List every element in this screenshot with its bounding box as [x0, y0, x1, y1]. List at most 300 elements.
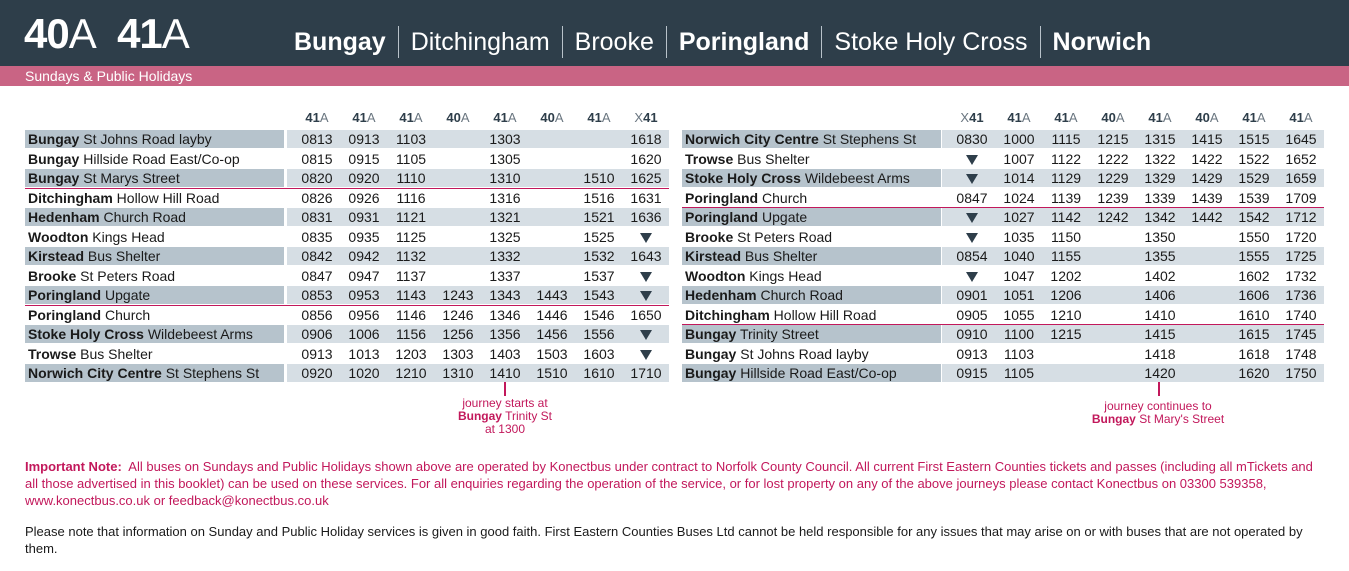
timetable-row: [25, 149, 669, 169]
stop-place: Woodton: [685, 267, 746, 284]
route-num: 41: [1054, 110, 1069, 125]
route-num: 41: [1289, 110, 1304, 125]
departure-time: 0913: [956, 345, 988, 362]
does-not-stop-icon: [622, 286, 670, 304]
departure-time: 1539: [1238, 189, 1270, 206]
important-text: All buses on Sundays and Public Holidays shown above are operated by Konectbus under contract to Norfolk County Council. All current First Eastern Counties tickets and passes (including all mTickets and all those advertised in this booklet) can be used on these services. For all enquiries regarding the operation of the service, or for lost property on any of the above journeys please contact Konectbus on 03300 539358, www.konectbus.co.uk or feedback@konectbus.co.uk: [25, 459, 1313, 508]
departure-time: 1315: [1144, 131, 1176, 147]
stop-place: Kirstead: [28, 248, 85, 264]
stop-name: [25, 247, 284, 265]
departure-time: 0842: [301, 248, 333, 264]
route-column-header: [995, 110, 1043, 125]
route-num: 40: [1101, 110, 1116, 125]
departure-time: 1143: [395, 287, 427, 303]
stop-place: Brooke: [28, 267, 77, 284]
departure-time: 1522: [1238, 150, 1270, 167]
stop-name: [682, 325, 941, 343]
departure-time: 1602: [1238, 267, 1270, 284]
route-suffix: A: [1256, 110, 1266, 125]
departure-time: 1555: [1238, 248, 1270, 264]
departure-time: 1443: [536, 287, 568, 303]
stop-name: [25, 286, 284, 304]
departure-time: 1709: [1285, 189, 1317, 206]
departure-time: 1343: [489, 287, 521, 303]
departure-time: 1137: [395, 267, 427, 284]
timetable-row: [25, 305, 669, 325]
stop-place: Hedenham: [28, 209, 100, 225]
route-num: 40: [540, 110, 555, 125]
stop-place: Ditchingham: [28, 189, 113, 206]
route-suffix: A: [413, 110, 423, 125]
departure-time: 1537: [583, 267, 615, 284]
departure-time: 1027: [1003, 209, 1035, 225]
departure-time: 1650: [630, 306, 662, 323]
departure-time: 1321: [489, 209, 521, 225]
departure-time: 1510: [536, 365, 568, 381]
departure-time: 0831: [301, 209, 333, 225]
departure-time: 0826: [301, 189, 333, 206]
stop-place: Bungay: [685, 326, 737, 342]
stop-name: [25, 130, 284, 148]
down-triangle-icon: [640, 330, 652, 340]
departure-time: 1516: [583, 189, 615, 206]
departure-time: 1129: [1050, 170, 1082, 186]
departure-time: 1712: [1285, 209, 1317, 225]
stop-name: [682, 364, 941, 382]
departure-time: 1620: [1238, 365, 1270, 381]
important-note: [25, 458, 1325, 509]
stop-place: Stoke Holy Cross: [28, 326, 144, 342]
route-column-header: [948, 110, 996, 125]
down-triangle-icon: [966, 155, 978, 165]
stop-name: [682, 286, 941, 304]
departure-time: 1142: [1050, 209, 1082, 225]
departure-time: 1146: [395, 306, 427, 323]
does-not-stop-icon: [622, 325, 670, 343]
left-timetable: [25, 108, 669, 383]
stop-detail: St Johns Road layby: [740, 345, 869, 362]
departure-time: 1418: [1144, 345, 1176, 362]
departure-time: 1310: [442, 365, 474, 381]
route-num: 41: [587, 110, 602, 125]
disclaimer: Please note that information on Sunday and Public Holiday services is given in good faith. First Eastern Counties Buses Ltd cannot be held responsible for any issues that may arise on or with buses that are not operated by them.: [25, 524, 1303, 556]
stop-name: [25, 306, 284, 324]
route-num: 41: [399, 110, 414, 125]
stop-detail: Kings Head: [749, 267, 822, 284]
departure-time: 0901: [956, 287, 988, 303]
route-suffix: A: [507, 110, 517, 125]
stop-place: Bungay: [685, 345, 737, 362]
departure-time: 1410: [489, 365, 521, 381]
stop-detail: Kings Head: [92, 228, 165, 245]
departure-time: 0906: [301, 326, 333, 342]
route-suffix: A: [1068, 110, 1078, 125]
does-not-stop-icon: [948, 169, 996, 187]
timetable-row: [25, 363, 669, 383]
departure-time: 0935: [348, 228, 380, 245]
stop-name: [682, 189, 941, 207]
route-column-header: [387, 110, 435, 125]
departure-time: 1310: [489, 170, 521, 186]
departure-time: 1040: [1003, 248, 1035, 264]
departure-time: 1329: [1144, 170, 1176, 186]
departure-time: 1115: [1051, 131, 1081, 147]
departure-time: 0915: [956, 365, 988, 381]
departure-time: 1645: [1285, 131, 1317, 147]
stop-name: [682, 345, 941, 363]
route-suffix: A: [1209, 110, 1219, 125]
departure-time: 1346: [489, 306, 521, 323]
stop-place: Trowse: [685, 150, 734, 167]
departure-time: 1206: [1050, 287, 1082, 303]
departure-time: 0854: [956, 248, 988, 264]
stop-name: [682, 169, 941, 187]
departure-time: 1529: [1238, 170, 1270, 186]
timetable-row: [682, 168, 1324, 188]
route-num: 41: [969, 110, 984, 125]
timetable-row: [25, 207, 669, 227]
departure-time: 1615: [1238, 326, 1270, 342]
departure-time: 1243: [442, 287, 474, 303]
route-column-header: [575, 110, 623, 125]
stop-place: Bungay: [28, 150, 80, 167]
departure-time: 0853: [301, 287, 333, 303]
timetable-row: [25, 344, 669, 364]
departure-time: 1725: [1285, 248, 1317, 264]
departure-time: 1410: [1144, 306, 1176, 323]
stop-detail: St Stephens St: [822, 131, 917, 147]
stop-detail: Hillside Road East/Co-op: [740, 365, 897, 381]
stop-name: [682, 228, 941, 246]
departure-time: 1606: [1238, 287, 1270, 303]
timetable-row: [682, 285, 1324, 305]
stop-detail: Church Road: [760, 287, 843, 303]
departure-time: 1332: [489, 248, 521, 264]
departure-time: 1305: [489, 150, 521, 167]
stop-detail: St Peters Road: [80, 267, 176, 284]
stop-detail: Bus Shelter: [87, 248, 161, 264]
departure-time: 0835: [301, 228, 333, 245]
town-ditchingham: Ditchingham: [398, 26, 562, 58]
departure-time: 1132: [395, 248, 427, 264]
route-column-header: [1277, 110, 1325, 125]
does-not-stop-icon: [622, 228, 670, 246]
departure-time: 1139: [1050, 189, 1082, 206]
route-num: 41: [1007, 110, 1022, 125]
departure-time: 1736: [1285, 287, 1317, 303]
stop-name: [25, 345, 284, 363]
departure-time: 1229: [1097, 170, 1129, 186]
route-suffix: A: [1021, 110, 1031, 125]
down-triangle-icon: [640, 272, 652, 282]
down-triangle-icon: [640, 233, 652, 243]
timetable-row: [682, 227, 1324, 247]
departure-time: 1542: [1238, 209, 1270, 225]
departure-time: 1202: [1050, 267, 1082, 284]
departure-time: 1110: [396, 170, 426, 186]
departure-time: 1103: [1003, 345, 1035, 362]
route-suffix: A: [366, 110, 376, 125]
departure-time: 1720: [1285, 228, 1317, 245]
departure-time: 0847: [956, 189, 988, 206]
departure-time: 1429: [1191, 170, 1223, 186]
departure-time: 1013: [348, 345, 380, 362]
departure-time: 1222: [1097, 150, 1129, 167]
stop-name: [25, 189, 284, 207]
town-brooke: Brooke: [562, 26, 666, 58]
stop-detail: Upgate: [762, 209, 808, 225]
stop-name: [682, 247, 941, 265]
down-triangle-icon: [640, 350, 652, 360]
stop-detail: Church: [762, 189, 808, 206]
stop-name: [682, 130, 941, 148]
departure-time: 1403: [489, 345, 521, 362]
timetable-row: [682, 266, 1324, 286]
departure-time: 1610: [1238, 306, 1270, 323]
route-column-header: [340, 110, 388, 125]
right-note-place: Bungay: [1091, 412, 1136, 426]
stop-name: [25, 325, 284, 343]
departure-time: 0905: [956, 306, 988, 323]
important-label: Important Note:: [25, 459, 122, 474]
departure-time: 1446: [536, 306, 568, 323]
departure-time: 1322: [1144, 150, 1176, 167]
stop-name: [25, 228, 284, 246]
stop-place: Poringland: [685, 189, 759, 206]
departure-time: 1150: [1050, 228, 1082, 245]
departure-time: 1710: [630, 365, 662, 381]
departure-time: 1047: [1003, 267, 1035, 284]
departure-time: 1420: [1144, 365, 1176, 381]
departure-time: 1239: [1097, 189, 1129, 206]
timetable-row: [25, 285, 669, 305]
stop-place: Norwich City Centre: [685, 131, 819, 147]
departure-time: 0920: [301, 365, 333, 381]
stop-detail: Hollow Hill Road: [116, 189, 220, 206]
town-stoke-holy-cross: Stoke Holy Cross: [821, 26, 1039, 58]
route-suffix: A: [319, 110, 329, 125]
does-not-stop-icon: [622, 345, 670, 363]
down-triangle-icon: [640, 291, 652, 301]
route-column-header: [1183, 110, 1231, 125]
departure-time: 1155: [1050, 248, 1082, 264]
route-suffix: A: [460, 110, 470, 125]
left-note-line: [504, 382, 506, 396]
timetable-row: [682, 344, 1324, 364]
stop-detail: Trinity Street: [739, 326, 819, 342]
departure-time: 1750: [1285, 365, 1317, 381]
timetable-row: [682, 363, 1324, 383]
column-header-row: [682, 108, 1324, 129]
departure-time: 1510: [583, 170, 615, 186]
town-bungay: Bungay: [294, 28, 386, 56]
stop-name: [25, 267, 284, 285]
timetable-row: [682, 324, 1324, 344]
stop-name: [682, 150, 941, 168]
departure-time: 1215: [1050, 326, 1082, 342]
town-list: [294, 26, 1163, 58]
departure-time: 0947: [348, 267, 380, 284]
right-note-line1: journey continues to: [1104, 399, 1212, 413]
timetable-row: [25, 129, 669, 149]
stop-name: [25, 150, 284, 168]
departure-time: 1521: [583, 209, 615, 225]
departure-time: 1024: [1003, 189, 1035, 206]
departure-time: 1303: [442, 345, 474, 362]
timetable-row: [25, 246, 669, 266]
departure-time: 1740: [1285, 306, 1317, 323]
header: [0, 0, 1349, 66]
down-triangle-icon: [966, 174, 978, 184]
stop-place: Norwich City Centre: [28, 365, 162, 381]
route-num: 41: [1242, 110, 1257, 125]
departure-time: 1203: [395, 345, 427, 362]
left-note-line3: at 1300: [484, 422, 526, 436]
departure-time: 1055: [1003, 306, 1035, 323]
departure-time: 1105: [1003, 365, 1035, 381]
route-column-header: [1089, 110, 1137, 125]
route-num: 41: [305, 110, 320, 125]
departure-time: 1643: [630, 248, 662, 264]
departure-time: 1246: [442, 306, 474, 323]
stop-detail: St Marys Street: [83, 170, 180, 186]
departure-time: 1543: [583, 287, 615, 303]
departure-time: 1422: [1191, 150, 1223, 167]
does-not-stop-icon: [622, 267, 670, 285]
stop-name: [682, 208, 941, 226]
departure-time: 1439: [1191, 189, 1223, 206]
departure-time: 1625: [630, 170, 662, 186]
route-num: 40: [1195, 110, 1210, 125]
stop-place: Ditchingham: [685, 306, 770, 323]
stop-place: Woodton: [28, 228, 89, 245]
does-not-stop-icon: [948, 208, 996, 226]
stop-detail: St Peters Road: [737, 228, 833, 245]
departure-time: 1442: [1191, 209, 1223, 225]
stop-detail: St Johns Road layby: [83, 131, 212, 147]
departure-time: 1256: [442, 326, 474, 342]
right-note-line: [1158, 382, 1160, 396]
route2-letter: A: [161, 10, 189, 57]
timetable-row: [682, 149, 1324, 169]
stop-place: Poringland: [28, 287, 102, 303]
departure-time: 1532: [583, 248, 615, 264]
down-triangle-icon: [966, 233, 978, 243]
departure-time: 0953: [348, 287, 380, 303]
route-num: 41: [1148, 110, 1163, 125]
departure-time: 0847: [301, 267, 333, 284]
route2-number: 41: [117, 10, 162, 57]
route-suffix: A: [1115, 110, 1125, 125]
departure-time: 1356: [489, 326, 521, 342]
route1-number: 40: [24, 10, 69, 57]
route1-letter: A: [68, 10, 96, 57]
stop-place: Bungay: [28, 170, 80, 186]
stop-place: Brooke: [685, 228, 734, 245]
stop-name: [682, 306, 941, 324]
departure-time: 0913: [348, 131, 380, 147]
departure-time: 1406: [1144, 287, 1176, 303]
departure-time: 1000: [1003, 131, 1035, 147]
departure-time: 1402: [1144, 267, 1176, 284]
right-journey-note: [1078, 400, 1238, 426]
does-not-stop-icon: [948, 150, 996, 168]
stop-detail: Bus Shelter: [744, 248, 818, 264]
departure-time: 1652: [1285, 150, 1317, 167]
stop-detail: St Stephens St: [165, 365, 260, 381]
stop-name: [25, 364, 284, 382]
timetable-row: [25, 168, 669, 188]
route-column-header: [1230, 110, 1278, 125]
departure-time: 1100: [1003, 326, 1035, 342]
departure-time: 1503: [536, 345, 568, 362]
left-journey-note: [430, 397, 580, 436]
route-column-header: [1042, 110, 1090, 125]
route-suffix: A: [1303, 110, 1313, 125]
departure-time: 1603: [583, 345, 615, 362]
departure-time: 1618: [630, 131, 662, 147]
route-column-header: [481, 110, 529, 125]
departure-time: 1415: [1191, 131, 1223, 147]
departure-time: 1636: [630, 209, 662, 225]
timetable-row: [682, 129, 1324, 149]
departure-time: 1610: [583, 365, 615, 381]
down-triangle-icon: [966, 272, 978, 282]
timetable-row: [682, 188, 1324, 208]
departure-time: 1355: [1144, 248, 1176, 264]
does-not-stop-icon: [948, 267, 996, 285]
route-column-header: [434, 110, 482, 125]
stop-place: Bungay: [28, 131, 80, 147]
departure-time: 1210: [1050, 306, 1082, 323]
departure-time: 1339: [1144, 189, 1176, 206]
route-prefix: X: [634, 110, 644, 125]
departure-time: 1105: [395, 150, 427, 167]
departure-time: 1210: [395, 365, 427, 381]
does-not-stop-icon: [948, 228, 996, 246]
departure-time: 1125: [395, 228, 427, 245]
left-note-place: Bungay: [457, 409, 502, 423]
route-num: 41: [643, 110, 658, 125]
departure-time: 1546: [583, 306, 615, 323]
left-note-stop: Trinity St: [505, 409, 553, 423]
service-day-band: Sundays & Public Holidays: [0, 66, 1349, 86]
stop-detail: Church: [105, 306, 151, 323]
route-suffix: A: [1162, 110, 1172, 125]
departure-time: 0830: [956, 131, 988, 147]
right-timetable: [682, 108, 1324, 383]
departure-time: 1631: [630, 189, 662, 206]
timetable-row: [25, 324, 669, 344]
departure-time: 1659: [1285, 170, 1317, 186]
departure-time: 0910: [956, 326, 988, 342]
departure-time: 1121: [395, 209, 427, 225]
stop-place: Kirstead: [685, 248, 742, 264]
departure-time: 1748: [1285, 345, 1317, 362]
route-column-header: [622, 110, 670, 125]
timetable-row: [682, 207, 1324, 227]
route-column-header: [293, 110, 341, 125]
stop-detail: Church Road: [103, 209, 186, 225]
departure-time: 1732: [1285, 267, 1317, 284]
stop-detail: Hollow Hill Road: [773, 306, 877, 323]
departure-time: 1745: [1285, 326, 1317, 342]
route-num: 41: [493, 110, 508, 125]
departure-time: 1550: [1238, 228, 1270, 245]
route-suffix: A: [554, 110, 564, 125]
timetable-row: [25, 227, 669, 247]
stop-place: Trowse: [28, 345, 77, 362]
